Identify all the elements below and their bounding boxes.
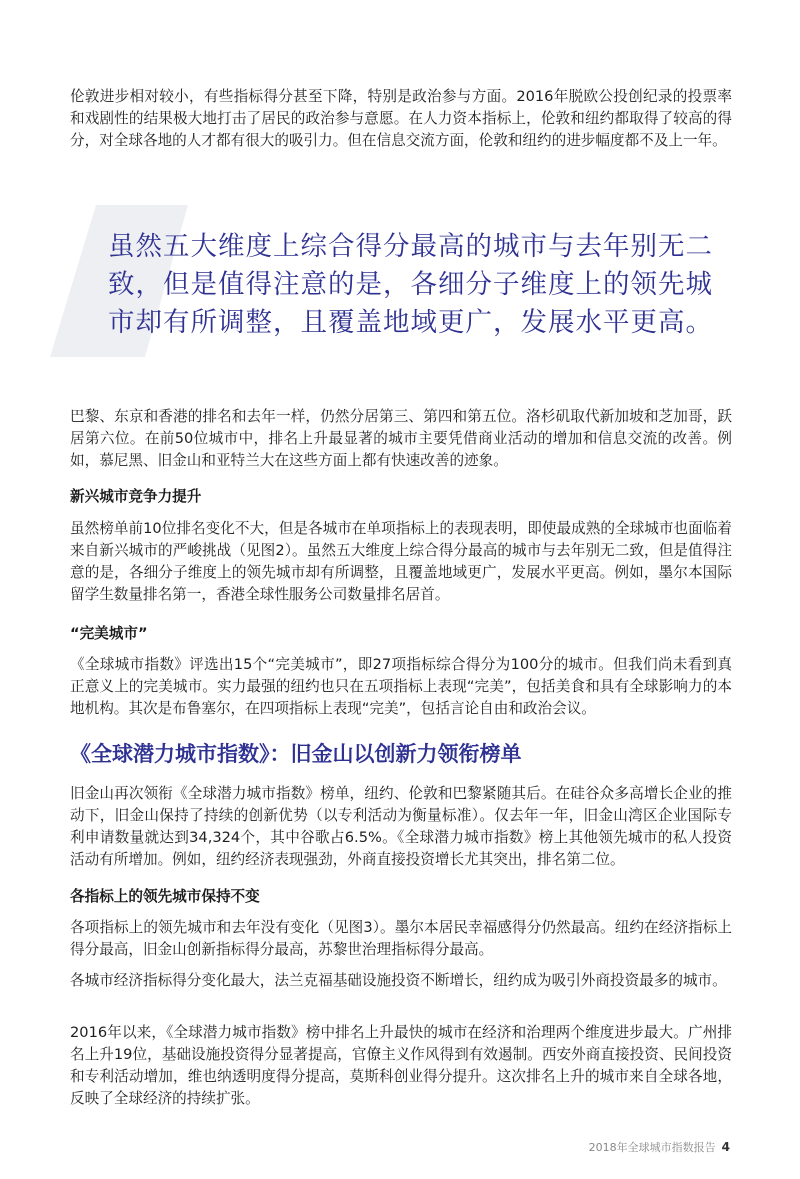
section-paragraph-4: 2016年以来，《全球潜力城市指数》榜中排名上升最快的城市在经济和治理两个维度进步最大。广州排名上升19位，基础设施投资得分显著提高，官僚主义作风得到有效遏制。西安外商直接投资、民间投资和专利活动增加，维也纳透明度得分提高，莫斯科创业得分提升。这次排名上升的城市来自全球各地，反映了全球经济的持续扩张。	[70, 1024, 732, 1107]
intro-paragraph: 伦敦进步相对较小，有些指标得分甚至下降，特别是政治参与方面。2016年脱欧公投创纪录的投票率和戏剧性的结果极大地打击了居民的政治参与意愿。在人力资本指标上，伦敦和纽约都取得了较高的得分，对全球各地的人才都有很大的吸引力。但在信息交流方面，伦敦和纽约的进步幅度都不及上一年。	[70, 88, 732, 149]
pull-quote: 虽然五大维度上综合得分最高的城市与去年别无二致，但是值得注意的是，各细分子维度上的领先城市却有所调整，且覆盖地域更广，发展水平更高。	[108, 231, 713, 338]
section-paragraph-2: 各项指标上的领先城市和去年没有变化（见图3）。墨尔本居民幸福感得分仍然最高。纽约在经济指标上得分最高，旧金山创新指标得分最高，苏黎世治理指标得分最高。	[70, 919, 732, 958]
body-paragraph-3: 《全球城市指数》评选出15个“完美城市”，即27项指标综合得分为100分的城市。但我们尚未看到真正意义上的完美城市。实力最强的纽约也只在五项指标上表现“完美”，包括美食和具有全球影响力的本地机构。其次是布鲁塞尔，在四项指标上表现“完美”，包括言论自由和政治会议。	[70, 656, 732, 717]
section-paragraph-1: 旧金山再次领衔《全球潜力城市指数》榜单，纽约、伦敦和巴黎紧随其后。在硅谷众多高增长企业的推动下，旧金山保持了持续的创新优势（以专利活动为衡量标准）。仅去年一年，旧金山湾区企业国际专利申请数量就达到34,324个，其中谷歌占6.5%。《全球潜力城市指数》榜上其他领先城市的私人投资活动有所增加。例如，纽约经济表现强劲，外商直接投资增长尤其突出，排名第二位。	[70, 785, 732, 868]
subheading-leading-cities: 各指标上的领先城市保持不变	[70, 888, 260, 905]
subheading-perfect-cities: “完美城市”	[70, 625, 148, 642]
page-footer	[589, 1140, 730, 1155]
body-paragraph-1: 巴黎、东京和香港的排名和去年一样，仍然分居第三、第四和第五位。洛杉矶取代新加坡和芝加哥，跃居第六位。在前50位城市中，排名上升最显著的城市主要凭借商业活动的增加和信息交流的改善。例如，慕尼黑、旧金山和亚特兰大在这些方面上都有快速改善的迹象。	[70, 408, 732, 469]
page-number: 4	[721, 1140, 730, 1154]
subheading-emerging-cities: 新兴城市竞争力提升	[70, 488, 202, 505]
footer-report-title: 2018年全球城市指数报告	[588, 1141, 716, 1154]
section-paragraph-3: 各城市经济指标得分变化最大，法兰克福基础设施投资不断增长，纽约成为吸引外商投资最多的城市。	[70, 972, 727, 989]
section-title: 《全球潜力城市指数》：旧金山以创新力领衔榜单	[70, 742, 522, 766]
body-paragraph-2: 虽然榜单前10位排名变化不大，但是各城市在单项指标上的表现表明，即使最成熟的全球城市也面临着来自新兴城市的严峻挑战（见图2）。虽然五大维度上综合得分最高的城市与去年别无二致，但是值得注意的是，各细分子维度上的领先城市却有所调整，且覆盖地域更广，发展水平更高。例如，墨尔本国际留学生数量排名第一，香港全球性服务公司数量排名居首。	[70, 520, 732, 603]
